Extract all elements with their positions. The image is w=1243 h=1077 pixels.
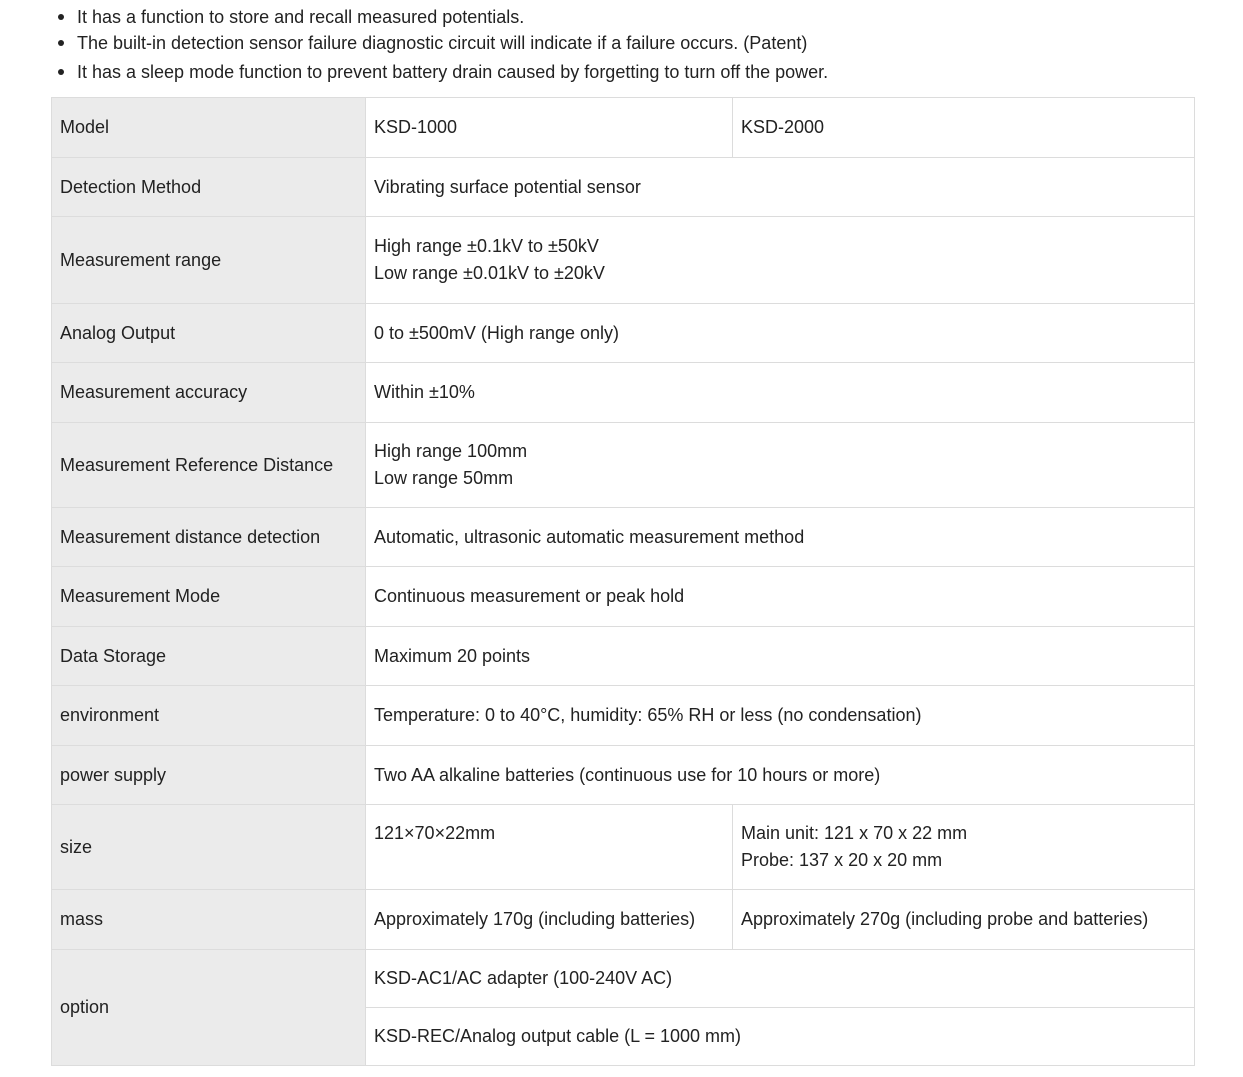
cell-value: Within ±10% xyxy=(366,363,1195,423)
cell-value: Automatic, ultrasonic automatic measurement method xyxy=(366,508,1195,567)
row-label: Data Storage xyxy=(52,627,366,686)
cell-line: Low range 50mm xyxy=(374,468,514,488)
cell-value: KSD-1000 xyxy=(366,98,733,158)
feature-text: It has a sleep mode function to prevent battery drain caused by forgetting to turn off the power. xyxy=(77,62,829,82)
table-row xyxy=(52,508,1195,567)
table-row xyxy=(52,98,1195,158)
table-row xyxy=(52,363,1195,423)
bullet-icon xyxy=(58,14,64,20)
row-label: Model xyxy=(52,98,366,158)
table-row xyxy=(52,567,1195,627)
table-row xyxy=(52,217,1195,304)
bullet-icon xyxy=(58,69,64,75)
cell-line: Main unit: 121 x 70 x 22 mm xyxy=(741,823,968,843)
table-row xyxy=(52,158,1195,217)
cell-line: High range ±0.1kV to ±50kV xyxy=(374,236,599,256)
table-row xyxy=(52,746,1195,805)
cell-value: Maximum 20 points xyxy=(366,627,1195,686)
row-label: mass xyxy=(52,890,366,950)
cell-value: KSD-REC/Analog output cable (L = 1000 mm) xyxy=(366,1008,1195,1066)
table-row xyxy=(52,890,1195,950)
table-row xyxy=(52,686,1195,746)
cell-value: KSD-2000 xyxy=(733,98,1195,158)
cell-line: Low range ±0.01kV to ±20kV xyxy=(374,263,605,283)
cell-line: Probe: 137 x 20 x 20 mm xyxy=(741,850,943,870)
cell-value: Approximately 170g (including batteries) xyxy=(366,890,733,950)
bullet-icon xyxy=(58,40,64,46)
row-label: option xyxy=(52,950,366,1066)
cell-value: KSD-AC1/AC adapter (100-240V AC) xyxy=(366,950,1195,1008)
cell-value: Approximately 270g (including probe and batteries) xyxy=(733,890,1195,950)
row-label: Measurement Reference Distance xyxy=(52,423,366,508)
table-row xyxy=(52,805,1195,890)
row-label: Measurement Mode xyxy=(52,567,366,627)
cell-value: 121×70×22mm xyxy=(366,805,733,890)
spec-table xyxy=(51,97,1195,1066)
cell-value xyxy=(366,217,1195,304)
row-label: power supply xyxy=(52,746,366,805)
cell-value xyxy=(733,805,1195,890)
table-row xyxy=(52,950,1195,1008)
table-row xyxy=(52,423,1195,508)
row-label: Detection Method xyxy=(52,158,366,217)
table-row xyxy=(52,304,1195,363)
row-label: size xyxy=(52,805,366,890)
feature-text: The built-in detection sensor failure diagnostic circuit will indicate if a failure occurs. (Patent) xyxy=(77,33,808,53)
row-label: Measurement accuracy xyxy=(52,363,366,423)
row-label: environment xyxy=(52,686,366,746)
cell-value: Two AA alkaline batteries (continuous use for 10 hours or more) xyxy=(366,746,1195,805)
cell-value: Vibrating surface potential sensor xyxy=(366,158,1195,217)
cell-value: Continuous measurement or peak hold xyxy=(366,567,1195,627)
table-row xyxy=(52,627,1195,686)
row-label: Analog Output xyxy=(52,304,366,363)
cell-value: 0 to ±500mV (High range only) xyxy=(366,304,1195,363)
cell-value xyxy=(366,423,1195,508)
row-label: Measurement distance detection xyxy=(52,508,366,567)
cell-value: Temperature: 0 to 40°C, humidity: 65% RH or less (no condensation) xyxy=(366,686,1195,746)
feature-text: It has a function to store and recall measured potentials. xyxy=(77,7,525,27)
cell-line: High range 100mm xyxy=(374,441,528,461)
row-label: Measurement range xyxy=(52,217,366,304)
